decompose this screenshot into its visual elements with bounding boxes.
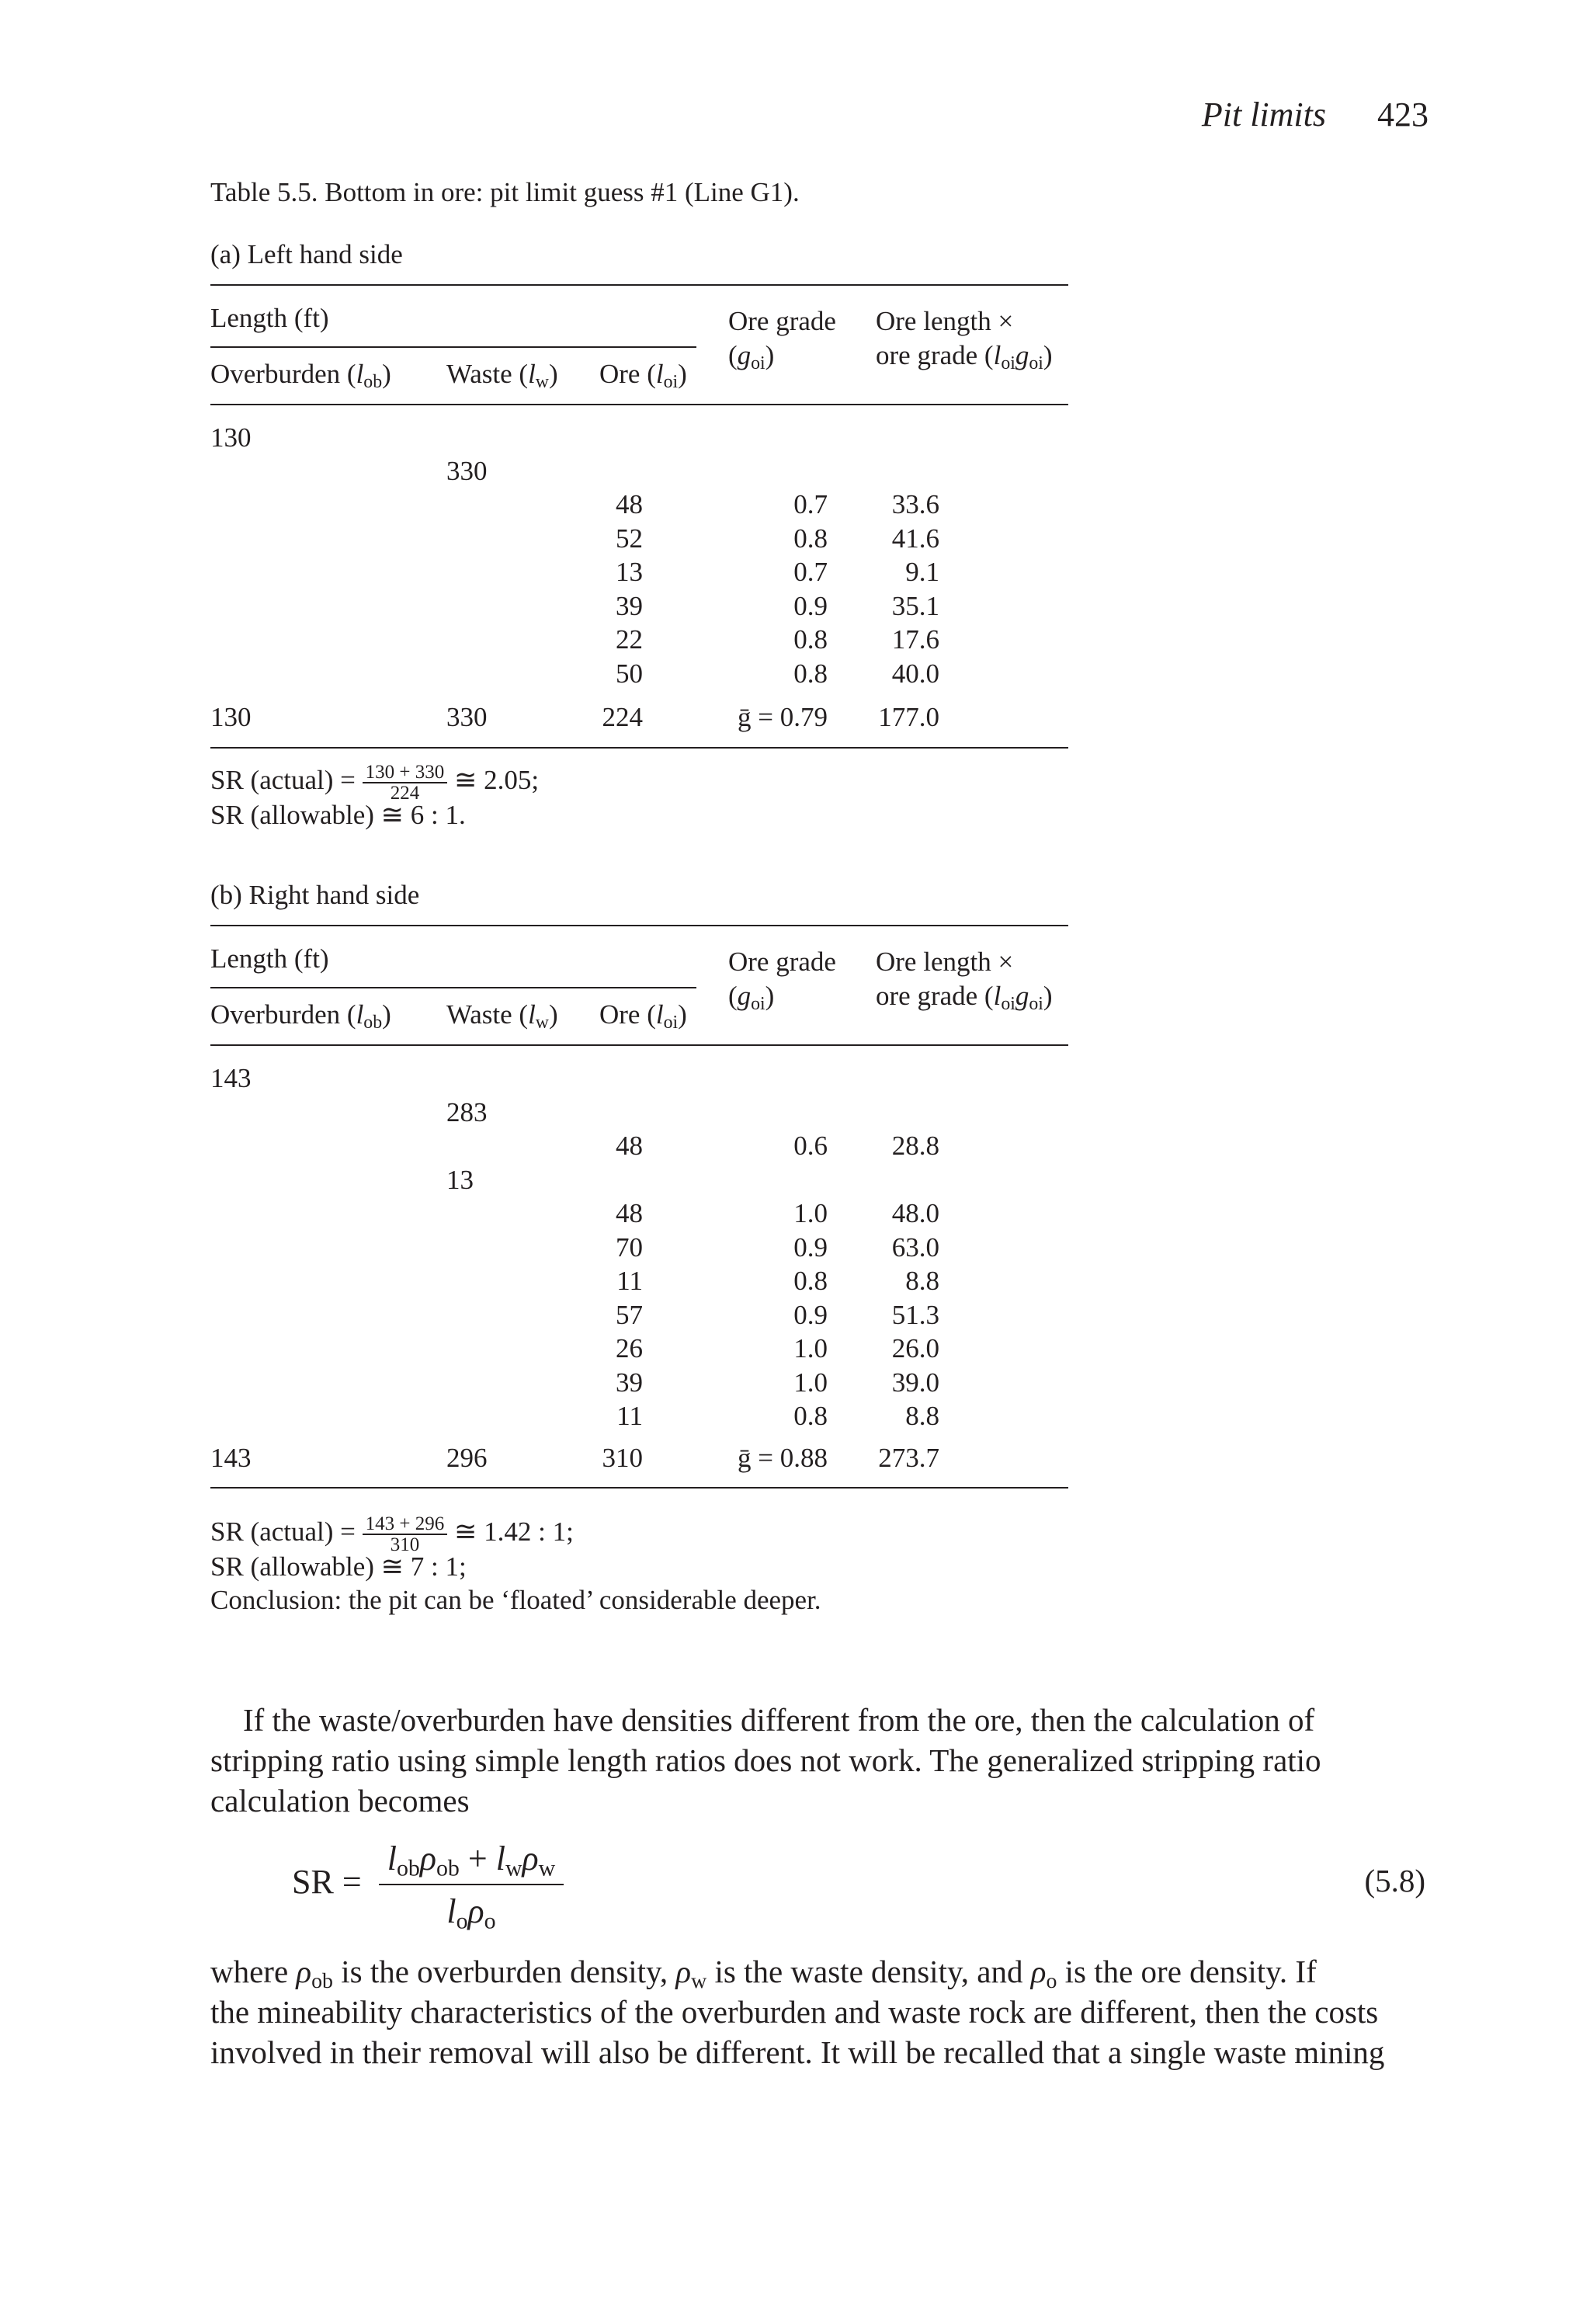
equation-number: (5.8) (1364, 1863, 1425, 1898)
left-header-bottom-rule (210, 404, 1068, 405)
right-product-cell: 63.0 (891, 1231, 939, 1263)
left-product-cell: 40.0 (891, 658, 939, 689)
left-product-cell: 33.6 (891, 489, 939, 519)
table-caption: Table 5.5. Bottom in ore: pit limit guess #1 (Line G1). (210, 177, 800, 207)
left-product-cell: 35.1 (891, 590, 939, 621)
left-overburden-value: 130 (210, 422, 252, 453)
running-title: Pit limits (1201, 96, 1326, 134)
right-ore-cell: 48 (616, 1198, 643, 1228)
right-sr-allowable: SR (allowable) ≅ 7 : 1; (210, 1551, 467, 1582)
left-grade-cell: 0.8 (793, 523, 828, 554)
equation-denominator: $l_o\rho_o$ (446, 1892, 496, 1934)
right-sr-fraction: $\frac{143 + 296}{310}$ (363, 1514, 448, 1555)
right-product-cell: 26.0 (891, 1333, 939, 1363)
right-grade-cell: 0.9 (793, 1299, 828, 1330)
right-overburden-cell: 143 (210, 1063, 252, 1093)
left-header-grade: Ore grade $(g_{oi})$ (728, 306, 836, 373)
left-total-product: 177.0 (878, 702, 939, 732)
right-conclusion: Conclusion: the pit can be ‘floated’ considerable deeper. (210, 1585, 821, 1615)
left-total-ore: 224 (602, 702, 643, 732)
right-total-waste: 296 (446, 1443, 488, 1473)
right-ore-cell: 48 (616, 1131, 643, 1161)
right-header-ore: Ore $(l_{oi})$ (599, 999, 687, 1033)
para1-line2: stripping ratio using simple length ratios does not work. The generalized stripping ratio (210, 1742, 1321, 1778)
right-bottom-rule (210, 1487, 1068, 1489)
right-waste-cell: 283 (446, 1096, 488, 1127)
right-top-rule (210, 925, 1068, 926)
left-header-product: Ore length × ore grade $(l_{oi}g_{oi})$ (876, 306, 1053, 373)
right-grade-cell: 1.0 (793, 1367, 828, 1398)
left-ore-cell: 52 (616, 523, 643, 554)
left-header-length: Length (ft) (210, 303, 329, 333)
right-grade-cell: 0.6 (793, 1131, 828, 1161)
right-total-ore: 310 (602, 1443, 643, 1473)
right-grade-cell: 1.0 (793, 1333, 828, 1363)
left-grade-cell: 0.8 (793, 624, 828, 655)
left-waste-value: 330 (446, 456, 488, 486)
left-product-cell: 17.6 (891, 624, 939, 655)
right-header-waste: Waste $(l_w)$ (446, 999, 558, 1033)
right-header-overburden: Overburden $(l_{ob})$ (210, 999, 391, 1033)
right-header-bottom-rule (210, 1044, 1068, 1046)
right-grade-cell: 0.8 (793, 1401, 828, 1431)
right-total-overburden: 143 (210, 1443, 252, 1473)
left-sr-allowable: SR (allowable) ≅ 6 : 1. (210, 800, 466, 830)
right-header-length: Length (ft) (210, 943, 329, 974)
right-header-grade: Ore grade $(g_{oi})$ (728, 947, 836, 1014)
left-section-label: (a) Left hand side (210, 239, 403, 269)
left-sr-actual: SR (actual) = $\frac{130 + 330}{224}$ ≅ 2.05; (210, 762, 540, 804)
left-ore-cell: 22 (616, 624, 643, 655)
left-grade-cell: 0.7 (793, 557, 828, 587)
right-ore-cell: 70 (616, 1231, 643, 1263)
equation-fraction (379, 1839, 564, 1934)
left-ore-cell: 48 (616, 489, 643, 519)
right-grade-cell: 0.8 (793, 1266, 828, 1296)
left-ore-cell: 50 (616, 658, 643, 689)
para1-line3: calculation becomes (210, 1783, 470, 1819)
left-bottom-rule (210, 747, 1068, 749)
left-product-cell: 41.6 (891, 523, 939, 554)
page-number: 423 (1377, 96, 1429, 134)
right-header-product: Ore length × ore grade $(l_{oi}g_{oi})$ (876, 947, 1053, 1014)
left-top-rule (210, 284, 1068, 286)
right-grade-cell: 1.0 (793, 1198, 828, 1228)
left-total-waste: 330 (446, 702, 488, 732)
right-product-cell: 51.3 (891, 1299, 939, 1330)
right-grade-cell: 0.9 (793, 1231, 828, 1263)
left-ore-cell: 13 (616, 557, 643, 587)
para2-line3: involved in their removal will also be different. It will be recalled that a single waste mining (210, 2034, 1385, 2070)
right-product-cell: 28.8 (891, 1131, 939, 1161)
right-total-grade: ḡ = 0.88 (738, 1443, 828, 1473)
right-section-label: (b) Right hand side (210, 880, 420, 910)
right-ore-cell: 11 (616, 1266, 643, 1296)
left-header-ore: Ore $(l_{oi})$ (599, 359, 687, 392)
right-product-cell: 39.0 (891, 1367, 939, 1398)
left-grade-cell: 0.7 (793, 489, 828, 519)
right-product-cell: 8.8 (905, 1401, 939, 1431)
left-grade-cell: 0.8 (793, 658, 828, 689)
equation-numerator: $l_{ob}\rho_{ob} + l_w\rho_w$ (379, 1842, 564, 1885)
left-grade-cell: 0.9 (793, 590, 828, 621)
left-total-overburden: 130 (210, 702, 252, 732)
left-total-grade: ḡ = 0.79 (738, 702, 828, 732)
right-sr-actual: SR (actual) = $\frac{143 + 296}{310}$ ≅ 1.42 : 1; (210, 1513, 574, 1555)
left-header-subrule (210, 346, 696, 348)
left-header-waste: Waste $(l_w)$ (446, 359, 558, 392)
left-product-cell: 9.1 (905, 557, 939, 587)
para2-line2: the mineability characteristics of the overburden and waste rock are different, then the costs (210, 1994, 1379, 2030)
left-sr-fraction: $\frac{130 + 330}{224}$ (363, 763, 448, 803)
right-waste-cell: 13 (446, 1164, 474, 1195)
right-ore-cell: 26 (616, 1333, 643, 1363)
left-header-overburden: Overburden $(l_{ob})$ (210, 359, 391, 392)
right-ore-cell: 11 (616, 1401, 643, 1431)
right-ore-cell: 39 (616, 1367, 643, 1398)
right-ore-cell: 57 (616, 1299, 643, 1330)
right-product-cell: 48.0 (891, 1198, 939, 1228)
right-header-subrule (210, 987, 696, 988)
para1-line1: If the waste/overburden have densities different from the ore, then the calculation of (243, 1702, 1315, 1738)
left-ore-cell: 39 (616, 590, 643, 621)
right-total-product: 273.7 (878, 1443, 939, 1473)
para2-line1: where $\rho_{ob}$ is the overburden density, $\rho_w$ is the waste density, and $\rho_o$ is the ore density. If (210, 1954, 1317, 1993)
right-product-cell: 8.8 (905, 1266, 939, 1296)
equation-lhs: SR = (292, 1863, 362, 1901)
